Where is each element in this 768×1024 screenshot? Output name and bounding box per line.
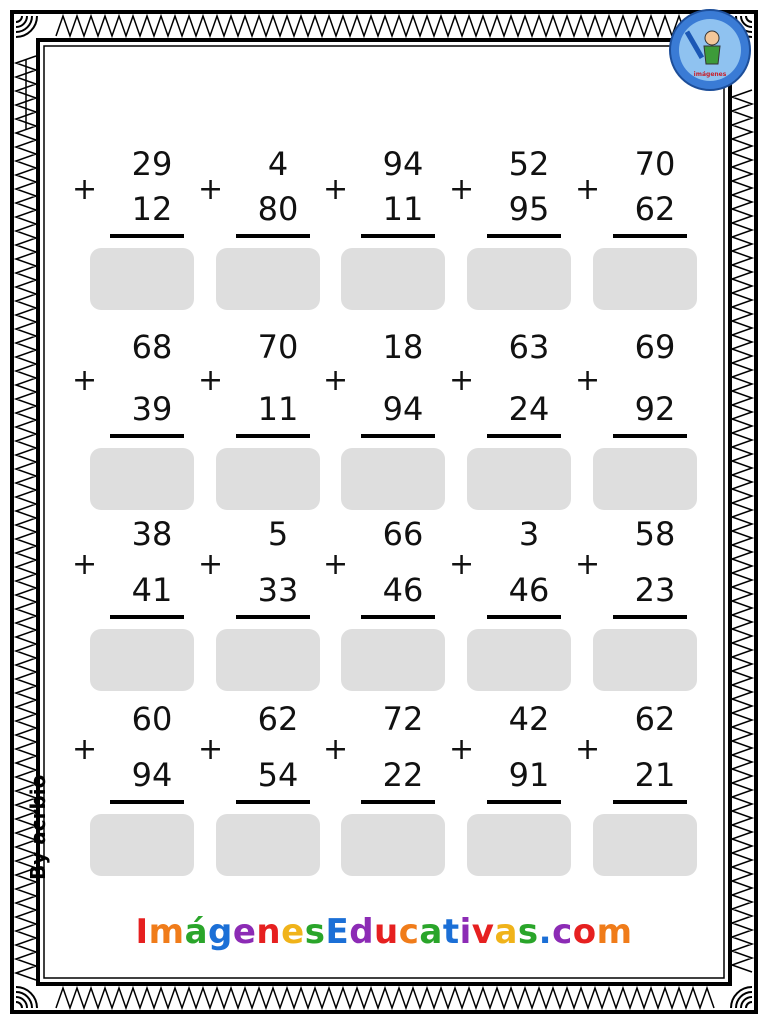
plus-sign: + xyxy=(323,732,349,767)
addend-bottom: 11 xyxy=(382,190,424,228)
answer-box[interactable] xyxy=(467,248,571,310)
sum-line xyxy=(613,800,687,804)
plus-sign: + xyxy=(72,732,98,767)
sum-line xyxy=(236,434,310,438)
plus-sign: + xyxy=(198,363,224,398)
answer-box[interactable] xyxy=(593,814,697,876)
sum-line xyxy=(613,434,687,438)
sum-line xyxy=(236,615,310,619)
answer-box[interactable] xyxy=(90,629,194,691)
addend-top: 62 xyxy=(634,700,676,738)
sum-line xyxy=(361,434,435,438)
addend-top: 63 xyxy=(508,328,550,366)
addend-top: 5 xyxy=(267,515,289,553)
plus-sign: + xyxy=(72,547,98,582)
addend-top: 66 xyxy=(382,515,424,553)
addend-top: 70 xyxy=(257,328,299,366)
sum-line xyxy=(110,615,184,619)
addend-top: 68 xyxy=(131,328,173,366)
sum-line xyxy=(613,615,687,619)
addend-top: 38 xyxy=(131,515,173,553)
addend-top: 70 xyxy=(634,145,676,183)
answer-box[interactable] xyxy=(593,629,697,691)
answer-box[interactable] xyxy=(216,814,320,876)
plus-sign: + xyxy=(198,732,224,767)
answer-box[interactable] xyxy=(341,629,445,691)
plus-sign: + xyxy=(575,171,601,207)
plus-sign: + xyxy=(449,547,475,582)
addend-bottom: 33 xyxy=(257,571,299,609)
plus-sign: + xyxy=(323,171,349,207)
addend-top: 62 xyxy=(257,700,299,738)
addend-top: 18 xyxy=(382,328,424,366)
addend-top: 72 xyxy=(382,700,424,738)
site-logo-badge xyxy=(668,8,752,92)
addend-bottom: 39 xyxy=(131,390,173,428)
answer-box[interactable] xyxy=(90,448,194,510)
sum-line xyxy=(487,234,561,238)
answer-box[interactable] xyxy=(341,448,445,510)
addition-problem xyxy=(575,328,725,503)
plus-sign: + xyxy=(198,547,224,582)
addend-top: 3 xyxy=(518,515,540,553)
plus-sign: + xyxy=(198,171,224,207)
addition-problem xyxy=(575,515,725,690)
author-credit: By acrbio xyxy=(26,774,50,880)
plus-sign: + xyxy=(323,363,349,398)
answer-box[interactable] xyxy=(216,629,320,691)
sum-line xyxy=(613,234,687,238)
sum-line xyxy=(361,234,435,238)
addend-bottom: 46 xyxy=(382,571,424,609)
sum-line xyxy=(110,434,184,438)
answer-box[interactable] xyxy=(216,448,320,510)
sum-line xyxy=(487,615,561,619)
answer-box[interactable] xyxy=(341,248,445,310)
addend-top: 58 xyxy=(634,515,676,553)
addend-bottom: 94 xyxy=(382,390,424,428)
answer-box[interactable] xyxy=(467,814,571,876)
addend-bottom: 11 xyxy=(257,390,299,428)
addend-top: 29 xyxy=(131,145,173,183)
plus-sign: + xyxy=(449,363,475,398)
addend-bottom: 94 xyxy=(131,756,173,794)
sum-line xyxy=(487,434,561,438)
addend-top: 52 xyxy=(508,145,550,183)
plus-sign: + xyxy=(323,547,349,582)
sum-line xyxy=(361,800,435,804)
addend-bottom: 54 xyxy=(257,756,299,794)
addend-bottom: 12 xyxy=(131,190,173,228)
addend-bottom: 62 xyxy=(634,190,676,228)
addition-problem xyxy=(575,145,725,320)
addend-bottom: 41 xyxy=(131,571,173,609)
sum-line xyxy=(110,800,184,804)
addend-bottom: 24 xyxy=(508,390,550,428)
answer-box[interactable] xyxy=(467,629,571,691)
addend-bottom: 95 xyxy=(508,190,550,228)
sum-line xyxy=(110,234,184,238)
sum-line xyxy=(487,800,561,804)
addend-top: 60 xyxy=(131,700,173,738)
addend-top: 4 xyxy=(267,145,289,183)
addend-top: 94 xyxy=(382,145,424,183)
answer-box[interactable] xyxy=(90,814,194,876)
addend-bottom: 80 xyxy=(257,190,299,228)
addend-bottom: 91 xyxy=(508,756,550,794)
answer-box[interactable] xyxy=(593,248,697,310)
plus-sign: + xyxy=(449,171,475,207)
answer-box[interactable] xyxy=(593,448,697,510)
addend-top: 69 xyxy=(634,328,676,366)
plus-sign: + xyxy=(575,363,601,398)
sum-line xyxy=(236,234,310,238)
answer-box[interactable] xyxy=(216,248,320,310)
site-watermark: ImágenesEducativas.com xyxy=(135,912,633,952)
plus-sign: + xyxy=(72,171,98,207)
sum-line xyxy=(236,800,310,804)
answer-box[interactable] xyxy=(467,448,571,510)
plus-sign: + xyxy=(449,732,475,767)
addend-bottom: 92 xyxy=(634,390,676,428)
svg-text:imágenes: imágenes xyxy=(693,71,727,78)
addend-bottom: 21 xyxy=(634,756,676,794)
answer-box[interactable] xyxy=(90,248,194,310)
sum-line xyxy=(361,615,435,619)
addend-bottom: 46 xyxy=(508,571,550,609)
plus-sign: + xyxy=(575,732,601,767)
addend-bottom: 22 xyxy=(382,756,424,794)
answer-box[interactable] xyxy=(341,814,445,876)
plus-sign: + xyxy=(72,363,98,398)
addend-top: 42 xyxy=(508,700,550,738)
plus-sign: + xyxy=(575,547,601,582)
addend-bottom: 23 xyxy=(634,571,676,609)
addition-problem xyxy=(575,700,725,875)
